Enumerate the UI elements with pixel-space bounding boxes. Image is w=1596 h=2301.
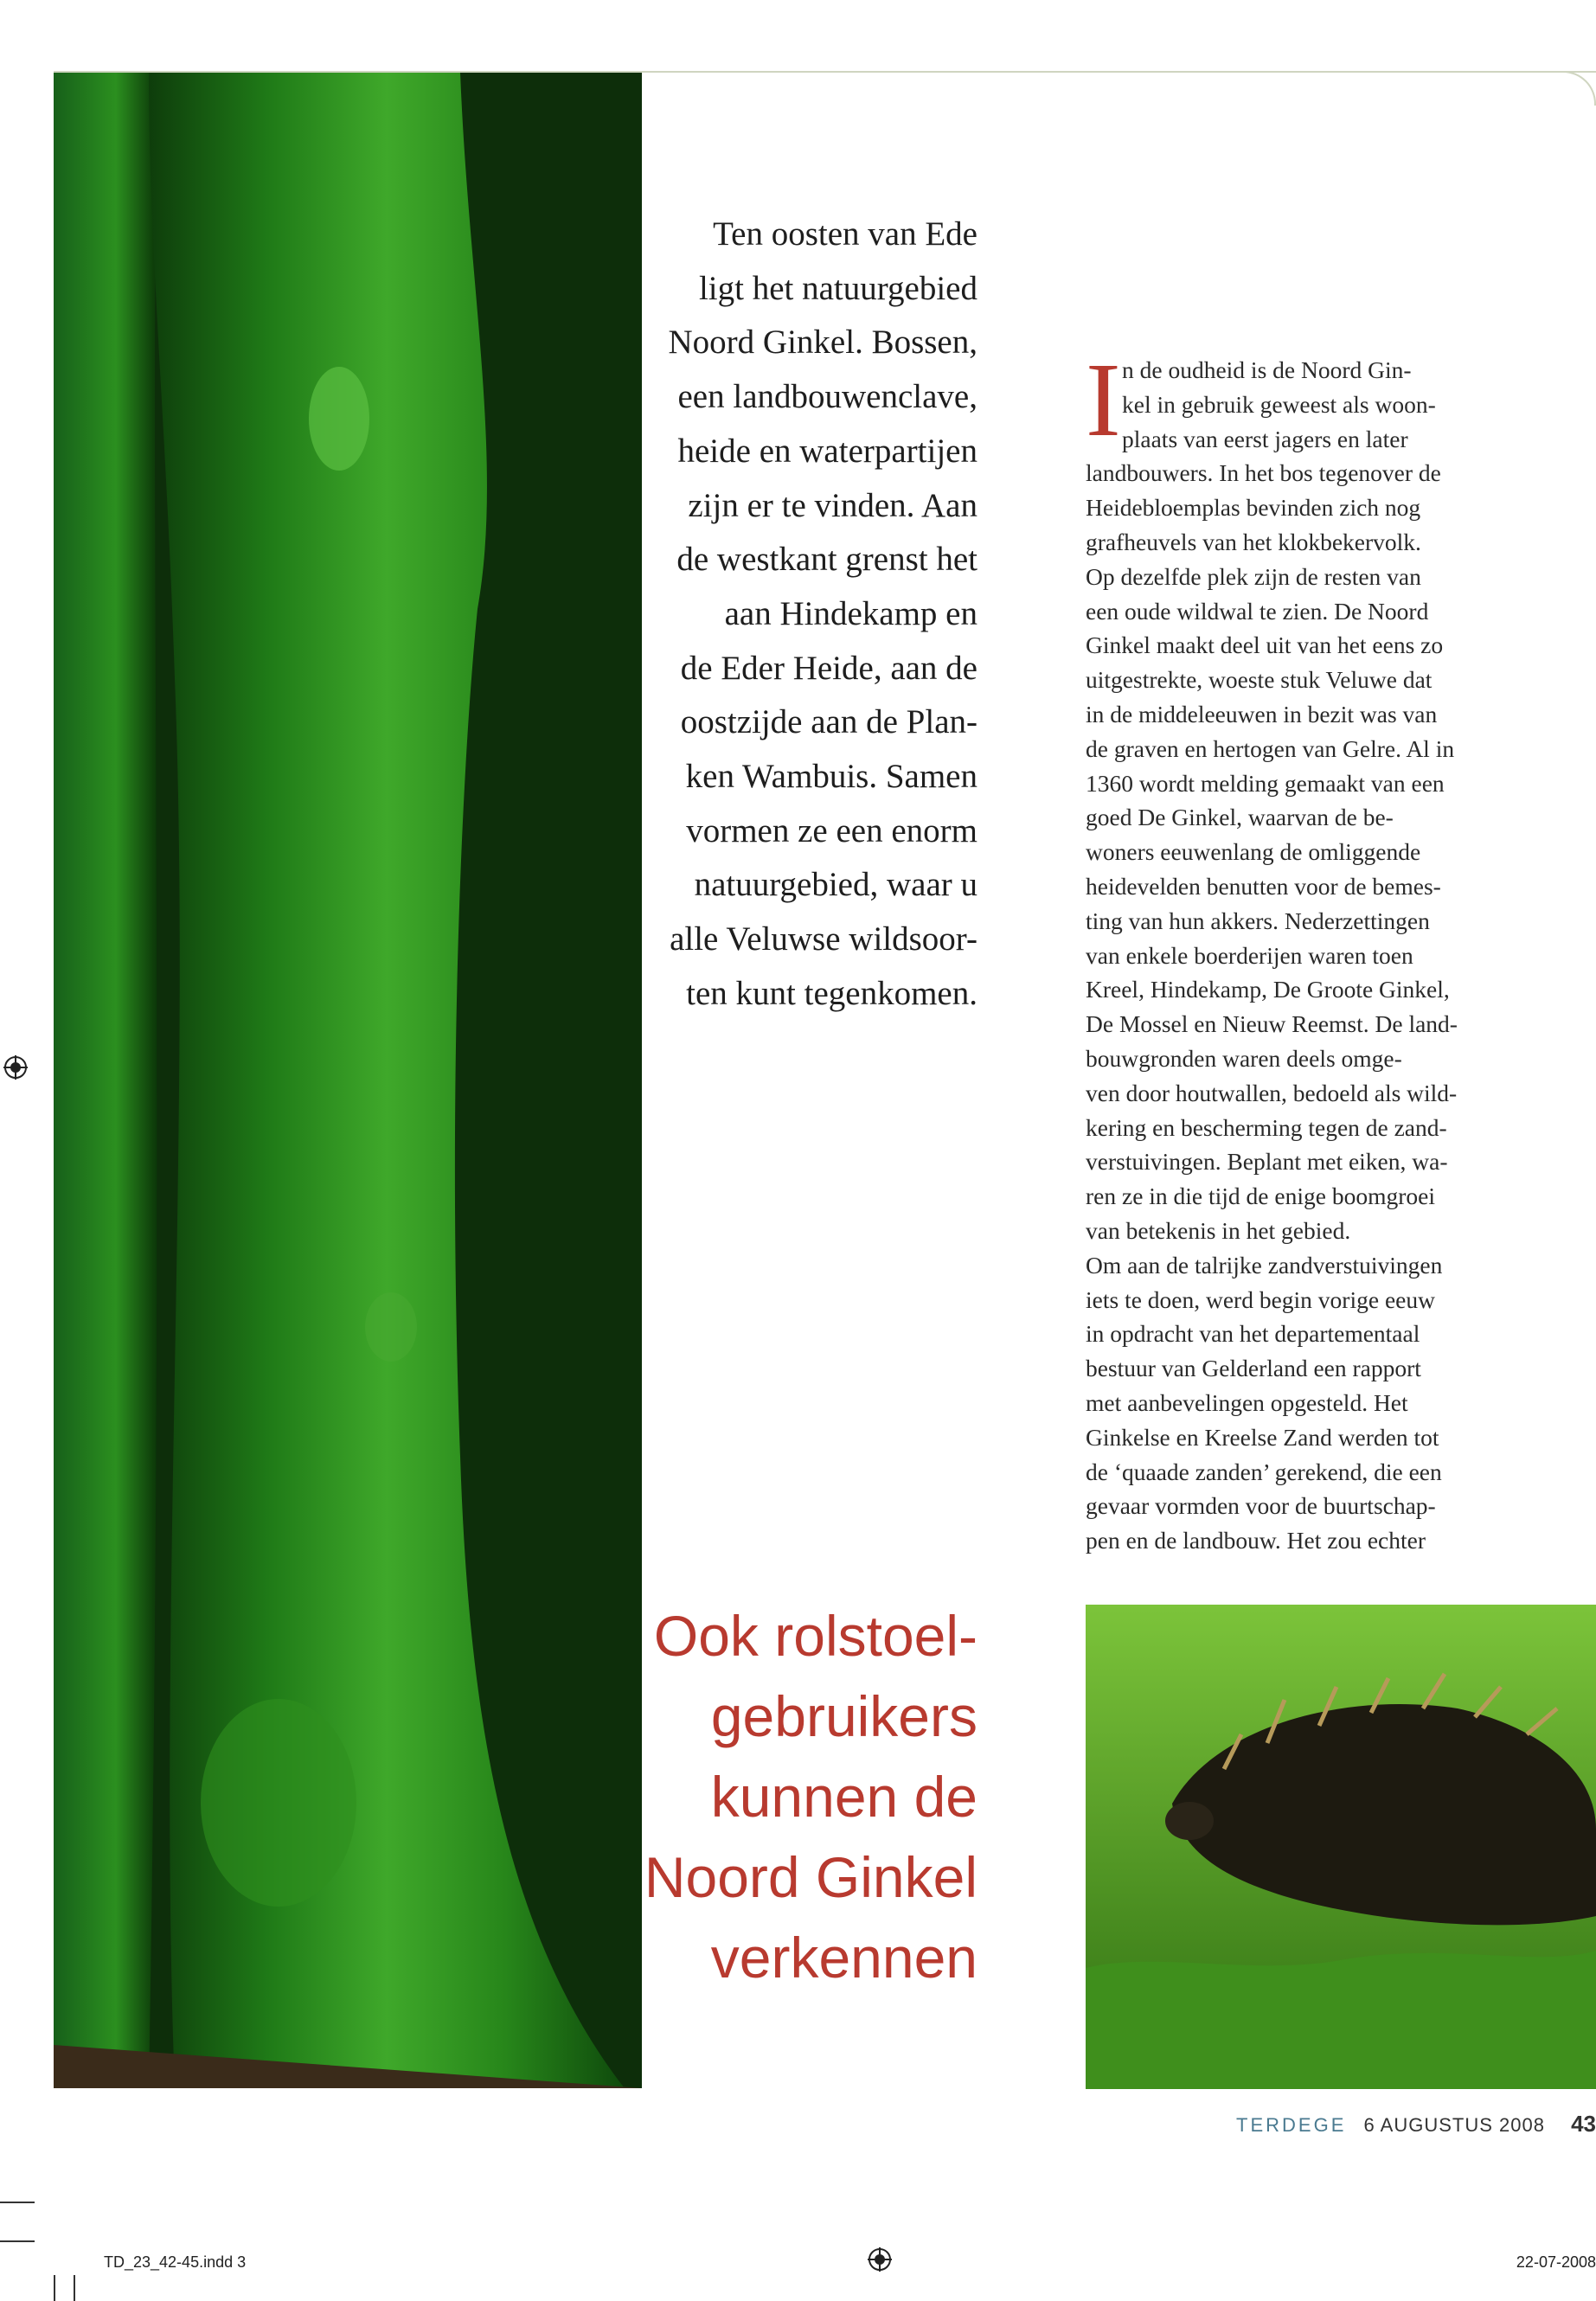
body-line: landbouwers. In het bos tegenover de (1086, 459, 1441, 487)
pull-quote-line: Noord Ginkel (644, 1845, 977, 1909)
intro-line: heide en waterpartijen (677, 432, 977, 470)
intro-line: zijn er te vinden. Aan (688, 486, 977, 524)
crop-mark (54, 2275, 55, 2301)
intro-line: de westkant grenst het (676, 541, 977, 579)
body-line: 1360 wordt melding gemaakt van een (1086, 769, 1445, 797)
intro-line: aan Hindekamp en (724, 594, 977, 632)
intro-line: ten kunt tegenkomen. (686, 974, 977, 1012)
slug-filename: TD_23_42-45.indd 3 (104, 2253, 247, 2271)
intro-line: een landbouwenclave, (677, 378, 977, 416)
body-line: kering en bescherming tegen de zand- (1086, 1113, 1447, 1141)
intro-line: de Eder Heide, aan de (680, 649, 977, 687)
intro-line: vormen ze een enorm (686, 811, 977, 849)
intro-line: ken Wambuis. Samen (685, 758, 977, 796)
body-line: in opdracht van het departementaal (1086, 1320, 1420, 1348)
body-line: iets te doen, werd begin vorige eeuw (1086, 1285, 1435, 1313)
intro-line: natuurgebied, waar u (694, 866, 977, 904)
body-line: heidevelden benutten voor de bemes- (1086, 872, 1441, 900)
body-line: bouwgronden waren deels omge- (1086, 1044, 1402, 1072)
body-line: een oude wildwal te zien. De Noord (1086, 597, 1429, 625)
intro-text (606, 208, 977, 1022)
pull-quote (606, 1596, 977, 1998)
body-line: uitgestrekte, woeste stuk Veluwe dat (1086, 666, 1433, 694)
body-line: verstuivingen. Beplant met eiken, wa- (1086, 1148, 1448, 1176)
crop-mark (0, 2202, 35, 2203)
body-line: gevaar vormden voor de buurtschap- (1086, 1492, 1436, 1520)
registration-mark-icon (3, 1055, 28, 1080)
body-line: kel in gebruik geweest als woon- (1122, 390, 1436, 418)
body-line: n de oudheid is de Noord Gin- (1122, 356, 1412, 383)
body-line: Kreel, Hindekamp, De Groote Ginkel, (1086, 976, 1450, 1003)
tree-illustration (54, 73, 642, 2088)
pull-quote-line: verkennen (710, 1926, 977, 1990)
body-line: pen en de landbouw. Het zou echter (1086, 1527, 1426, 1554)
issue-date: 6 AUGUSTUS 2008 (1363, 2114, 1545, 2136)
intro-line: alle Veluwse wildsoor- (670, 920, 977, 958)
slug-date: 22-07-2008 (1516, 2253, 1596, 2271)
body-line: Heidebloemplas bevinden zich nog (1086, 494, 1421, 522)
drop-cap: I (1086, 342, 1121, 458)
body-line: Op dezelfde plek zijn de resten van (1086, 562, 1421, 590)
body-column (1086, 353, 1535, 1558)
intro-line: Ten oosten van Ede (713, 215, 977, 253)
body-line: ren ze in die tijd de enige boomgroei (1086, 1183, 1435, 1210)
registration-mark-icon (868, 2247, 892, 2272)
body-line: van enkele boerderijen waren toen (1086, 941, 1413, 969)
body-line: plaats van eerst jagers en later (1122, 425, 1408, 452)
body-line: goed De Ginkel, waarvan de be- (1086, 804, 1394, 831)
intro-line: ligt het natuurgebied (698, 269, 977, 307)
pull-quote-line: gebruikers (710, 1684, 977, 1748)
body-line: woners eeuwenlang de omliggende (1086, 838, 1421, 866)
body-line: van betekenis in het gebied. (1086, 1216, 1351, 1244)
body-line: de graven en hertogen van Gelre. Al in (1086, 734, 1455, 762)
body-line: met aanbevelingen opgesteld. Het (1086, 1388, 1408, 1416)
body-line: de ‘quaade zanden’ gerekend, die een (1086, 1458, 1442, 1485)
intro-line: oostzijde aan de Plan- (680, 703, 977, 741)
tree-photo (54, 73, 642, 2088)
intro-line: Noord Ginkel. Bossen, (668, 324, 977, 362)
pull-quote-line: kunnen de (710, 1765, 977, 1829)
crop-mark (0, 2240, 35, 2242)
body-line: bestuur van Gelderland een rapport (1086, 1355, 1421, 1382)
body-line: grafheuvels van het klokbekervolk. (1086, 528, 1421, 555)
porcupine-photo (1086, 1605, 1596, 2089)
pull-quote-line: Ook rolstoel- (653, 1604, 977, 1668)
body-line: Ginkelse en Kreelse Zand werden tot (1086, 1423, 1439, 1451)
page-footer (1236, 2111, 1596, 2145)
magazine-name: TERDEGE (1236, 2114, 1347, 2136)
crop-mark (74, 2275, 75, 2301)
body-line: Ginkel maakt deel uit van het eens zo (1086, 631, 1444, 659)
body-line: in de middeleeuwen in bezit was van (1086, 700, 1438, 727)
body-line: De Mossel en Nieuw Reemst. De land- (1086, 1010, 1458, 1038)
body-line: ting van hun akkers. Nederzettingen (1086, 907, 1430, 934)
body-line: Om aan de talrijke zandverstuivingen (1086, 1251, 1443, 1279)
porcupine-illustration (1086, 1605, 1596, 2089)
page-number: 43 (1571, 2111, 1596, 2137)
page-frame-corner (1561, 71, 1596, 106)
body-line: ven door houtwallen, bedoeld als wild- (1086, 1079, 1458, 1106)
